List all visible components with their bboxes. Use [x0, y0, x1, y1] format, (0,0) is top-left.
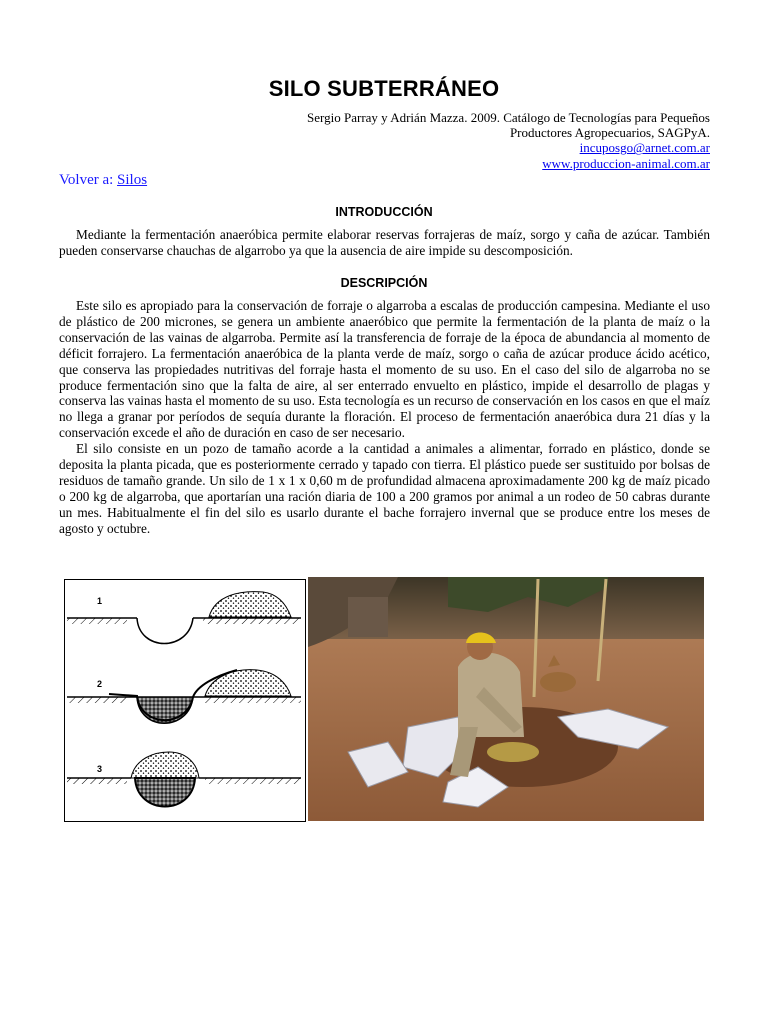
website-link[interactable]: www.produccion-animal.com.ar [542, 155, 710, 171]
back-prefix: Volver a: [59, 172, 118, 188]
forage [487, 742, 539, 762]
description-paragraph-1: Este silo es apropiado para la conservación de forraje o algarroba a escalas de producción campesina. Mediante el uso de plástico de 200 micrones, se genera un ambiente anaeróbico que permite la fermentación de la planta de maíz o la conservación de las vainas de algarroba. Permite así la transferencia de forraje de la época de abundancia al momento de déficit forrajero. La fermentación anaeróbica de la planta verde de maíz, sorgo o caña de azúcar produce ácido acético, que conserva las propiedades nutritivas del forraje hasta el momento de su uso. En el caso del silo de algarroba no se produce fermentación sino que la falta de aire, al ser enterrado envuelto en plástico, impide el desarrollo de plagas y conserva las vainas hasta el momento de su uso. Esta tecnología es un recurso de conservación en los casos en que el maíz no llega a granar por períodos de sequía durante la floración. El proceso de fermentación anaeróbica dura 21 días y la conservación excede el año de duración en caso de ser necesario. [59, 298, 710, 441]
silo-photo [308, 577, 704, 821]
silo-photo-svg [308, 577, 704, 821]
description-paragraph-2: El silo consiste en un pozo de tamaño acorde a la cantidad a animales a alimentar, forrado en plástico, donde se deposita la planta picada, que es posteriormente cerrado y tapado con tierra. El plástico puede ser sustituido por bolsas de residuos de tamaño grande. Un silo de 1 x 1 x 0,60 m de profundidad almacena aproximadamente 200 kg de maíz picado o 200 kg de algarroba, que aportarían una ración diaria de 100 a 200 gramos por animal a un rodeo de 50 cabras durante un mes. Habitualmente el fin del silo es usarlo durante el bache forrajero invernal que se produce entre los meses de agosto y octubre. [59, 441, 710, 536]
silo-steps-svg [65, 580, 305, 821]
section-heading-intro: INTRODUCCIÓN [335, 205, 433, 219]
intro-paragraph: Mediante la fermentación anaeróbica permite elaborar reservas forrajeras de maíz, sorgo y caña de azúcar. También pueden conservarse chauchas de algarrobo ya que la ausencia de aire impide su descomposición. [59, 227, 710, 258]
description-paragraph-block [59, 298, 710, 537]
back-link-silos[interactable]: Silos [117, 172, 148, 188]
credits-line-1: Sergio Parray y Adrián Mazza. 2009. Catálogo de Tecnologías para Pequeños [307, 110, 710, 125]
section-heading-description: DESCRIPCIÓN [340, 276, 428, 290]
background-shed [348, 597, 388, 637]
page-title: SILO SUBTERRÁNEO [268, 76, 500, 101]
back-navigation [59, 172, 147, 189]
silo-steps-diagram [64, 579, 306, 822]
credits-block [307, 110, 710, 171]
step-label-3: 3 [97, 764, 103, 774]
step-label-2: 2 [97, 679, 103, 689]
intro-paragraph-block [59, 227, 710, 259]
credits-line-2: Productores Agropecuarios, SAGPyA. [509, 125, 710, 141]
step-label-1: 1 [97, 596, 103, 606]
email-link[interactable]: incuposgo@arnet.com.ar [579, 140, 710, 156]
dog [540, 672, 576, 692]
